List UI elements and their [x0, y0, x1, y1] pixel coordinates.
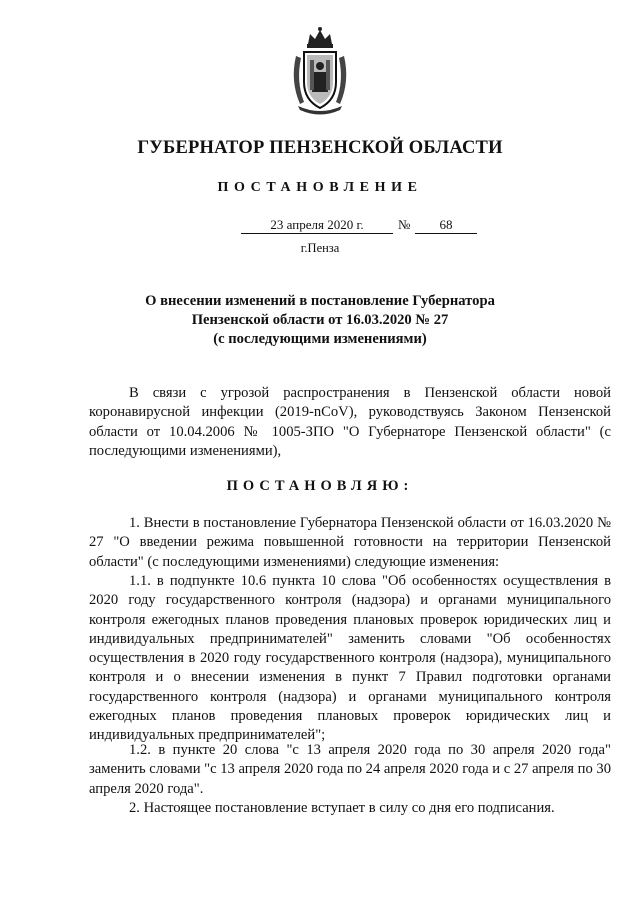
document-date: 23 апреля 2020 г. [241, 217, 393, 234]
subject-line-2: Пензенской области от 16.03.2020 № 27 [191, 312, 449, 328]
city-label: г.Пенза [300, 241, 340, 255]
item-1-paragraph: 1. Внести в постановление Губернатора Пензенской области от 16.03.2020 № 27 "О введении режима повышенной готовности на территории Пензенской области" (с последующими изменениями) следующие изменения: [89, 515, 611, 570]
governor-heading: ГУБЕРНАТОР ПЕНЗЕНСКОЙ ОБЛАСТИ [137, 138, 503, 158]
item-2-paragraph: 2. Настоящее постановление вступает в силу со дня его подписания. [129, 800, 555, 816]
number-sign: № [398, 217, 411, 232]
item-1-1-paragraph: 1.1. в подпункте 10.6 пункта 10 слова "Об особенностях осуществления в 2020 году государственного контроля (надзора) и органами муниципального контроля ежегодных планов проведения плановых проверок юридических лиц и индивидуальных предпринимателей" заменить словами "Об особенностях осуществления в 2020 году государственного контроля (надзора), муниципального контроля и о внесении изменения в пункт 7 Правил подготовки органами государственного контроля (надзора) и органами муниципального контроля ежегодных планов проведения плановых проверок юридических лиц и индивидуальных предпринимателей"; [89, 573, 611, 744]
preamble-paragraph: В связи с угрозой распространения в Пензенской области новой коронавирусной инфекции (2019-nCoV), руководствуясь Законом Пензенской области от 10.04.2006 № 1005-ЗПО "О Губернаторе Пензенской области" (с последующими изменениями), [89, 385, 611, 459]
resolve-heading: ПОСТАНОВЛЯЮ: [226, 478, 414, 494]
item-1-2-paragraph: 1.2. в пункте 20 слова "с 13 апреля 2020 года по 30 апреля 2020 года" заменить словами "с 13 апреля 2020 года по 24 апреля 2020 года и с 27 апреля по 30 апреля 2020 года". [89, 742, 611, 797]
subject-line-1: О внесении изменений в постановление Губернатора [145, 293, 495, 309]
subject-line-3: (с последующими изменениями) [213, 331, 427, 347]
document-subject [110, 292, 530, 349]
penza-region-coat-of-arms-icon [288, 26, 352, 116]
document-number: 68 [415, 217, 477, 234]
document-type-heading: ПОСТАНОВЛЕНИЕ [217, 180, 423, 195]
